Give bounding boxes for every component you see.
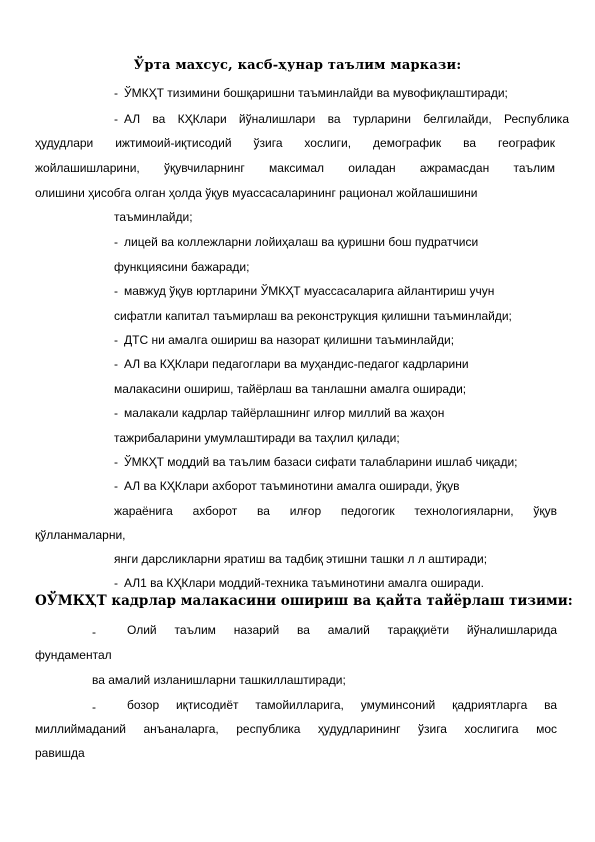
list-item: - малакали кадрлар тайёрлашнинг илғор миллий ва жаҳон (114, 402, 569, 424)
section-heading: ОЎМКҲТ кадрлар малакасини ошириш ва қайта тайёрлаш тизими: (35, 593, 573, 609)
text-line: янги дарсликларни яратиш ва тадбиқ этишни ташки л л аштиради; (114, 552, 488, 566)
text-line: олишини ҳисобга олган ҳолда ўқув муассасаларининг рационал жойлашишини (35, 186, 478, 200)
bullet-dash: - (114, 357, 118, 371)
bullet-dash: - (114, 112, 118, 126)
list-item: - ЎМКҲТ тизимини бошқаришни таъминлайди ва мувофиқлаштиради; (114, 82, 569, 104)
document-title: Ўрта махсус, касб-ҳунар таълим маркази: (133, 58, 462, 73)
text-line: функциясини бажаради; (114, 260, 250, 274)
list-item: - АЛ ва КҲКлари педагоглари ва муҳандис-педагог кадрларини (114, 353, 569, 375)
bullet-dash: - (114, 479, 118, 493)
text-line: тажрибаларини умумлаштиради ва таҳлил қилади; (114, 431, 400, 445)
text-line: таъминлайди; (114, 210, 193, 224)
bullet-dash: - (114, 406, 118, 420)
text-line: малакасини ошириш, тайёрлаш ва танлашни амалга оширади; (114, 382, 467, 396)
text-line: равишда (35, 746, 85, 760)
list-item: - АЛ ва КҲКлари ахборот таъминотини амалга оширади, ўқув (114, 475, 569, 497)
bullet-dash: - (92, 700, 96, 714)
text-line: жойлашишларини, ўқувчиларнинг максимал оиладан ажрамасдан таълим (35, 161, 555, 175)
text-line: ҳудудлари ижтимоий-иқтисодий ўзига хослиги, демографик ва географик (35, 136, 555, 150)
list-item: - АЛ ва КҲКлари йўналишлари ва турларини белгилайди, Республика (114, 108, 569, 130)
bullet-dash: - (92, 625, 96, 639)
list-item: - мавжуд ўқув юртларини ЎМКҲТ муассасаларига айлантириш учун (114, 280, 569, 302)
text-line: Олий таълим назарий ва амалий тараққиёти йўналишларида (127, 623, 557, 637)
bullet-dash: - (114, 86, 118, 100)
text-line: қўлланмаларни, (35, 528, 126, 542)
list-item: - ЎМКҲТ моддий ва таълим базаси сифати талабларини ишлаб чиқади; (114, 451, 569, 473)
text-line: миллиймаданий анъаналарга, республика ҳудудларининг ўзига хослигига мос (35, 722, 557, 736)
bullet-dash: - (114, 235, 118, 249)
list-item: - АЛ1 ва КҲКлари моддий-техника таъминотини амалга оширади. (114, 572, 569, 594)
bullet-dash: - (114, 284, 118, 298)
bullet-dash: - (114, 333, 118, 347)
text-line: ва амалий изланишларни ташкиллаштиради; (92, 673, 346, 687)
text-line: фундаментал (35, 648, 112, 662)
text-line: бозор иқтисодиёт тамойилларига, умуминсоний қадриятларга ва (127, 698, 557, 712)
text-line: жараёнига ахборот ва илғор педогогик технологияларни, ўқув (114, 504, 557, 518)
bullet-dash: - (114, 455, 118, 469)
list-item: - лицей ва коллежларни лойиҳалаш ва қуришни бош пудратчиси (114, 231, 569, 253)
text-line: сифатли капитал таъмирлаш ва реконструкция қилишни таъминлайди; (114, 309, 512, 323)
bullet-dash: - (114, 576, 118, 590)
list-item: - ДТС ни амалга ошириш ва назорат қилишни таъминлайди; (114, 329, 569, 351)
